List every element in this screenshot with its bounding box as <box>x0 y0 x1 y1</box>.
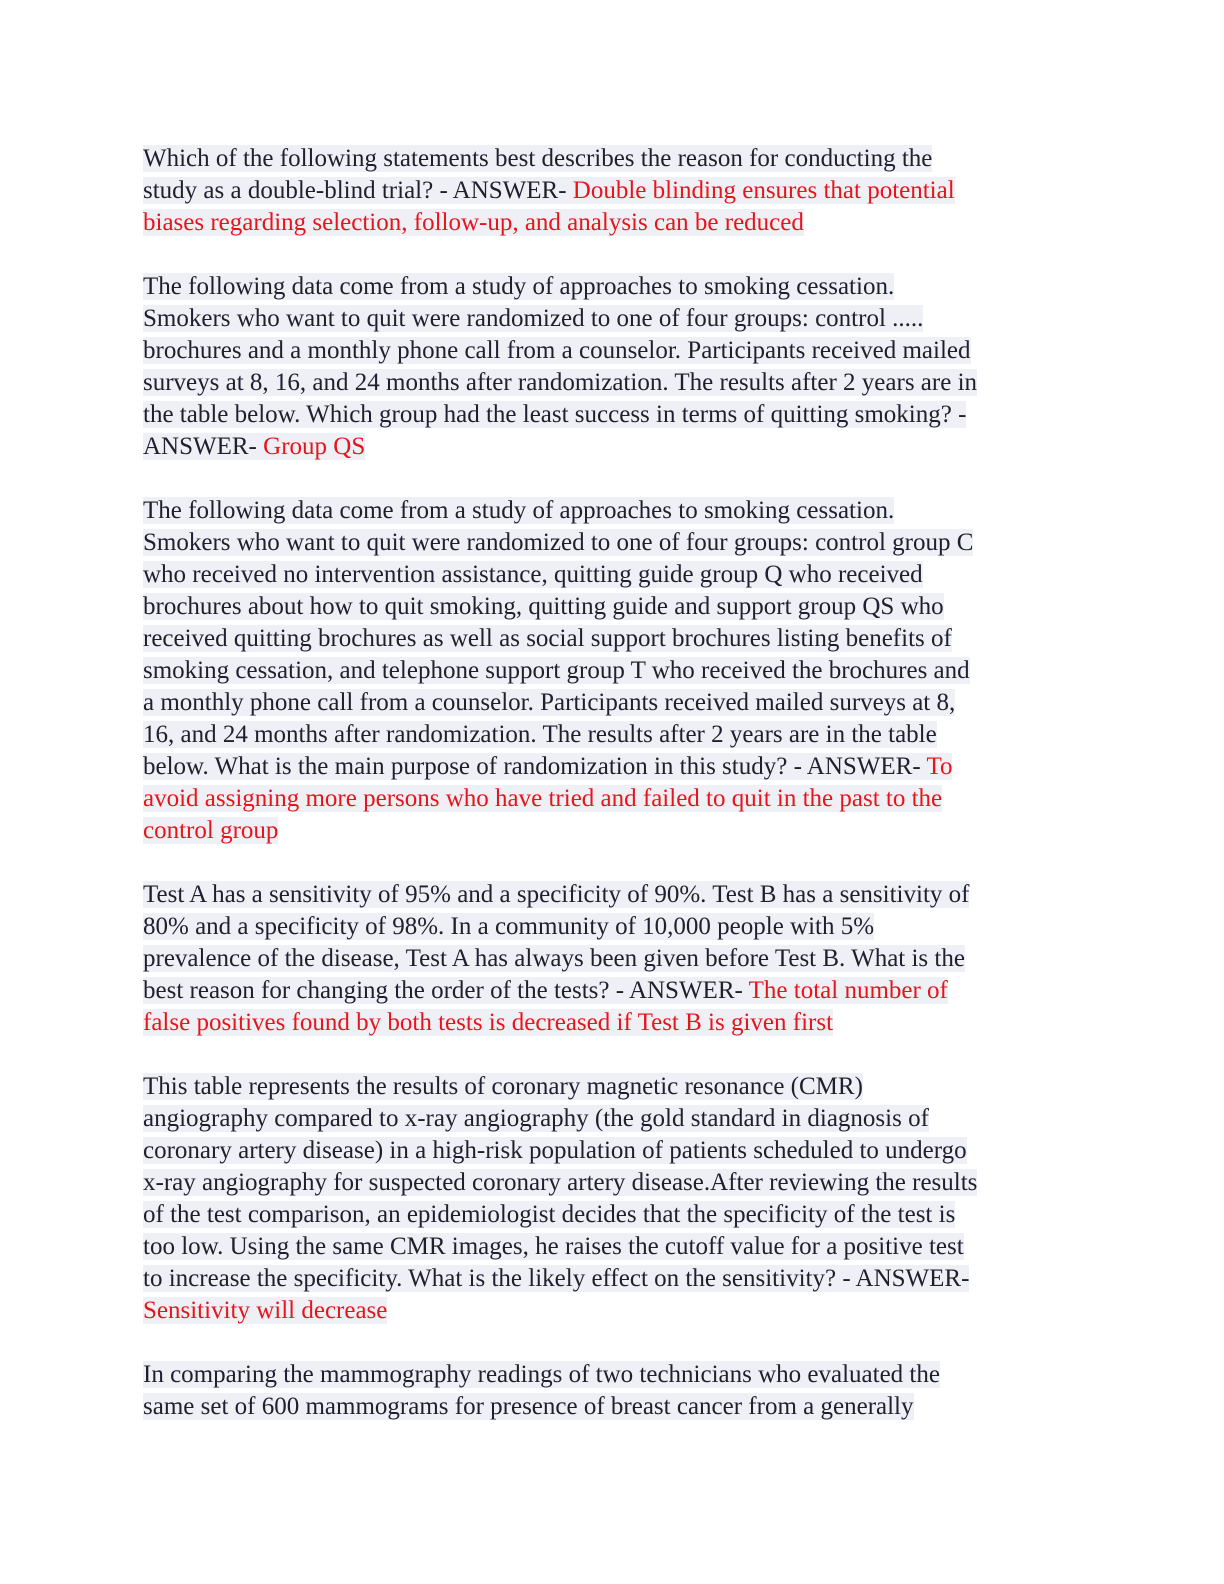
question-text: Smokers who want to quit were randomized to one of four groups: control group C <box>143 529 974 556</box>
question-text: to increase the specificity. What is the likely effect on the sensitivity? - ANSWER- <box>143 1265 970 1292</box>
question-text: x-ray angiography for suspected coronary artery disease.After reviewing the results <box>143 1169 978 1196</box>
question-text: a monthly phone call from a counselor. Participants received mailed surveys at 8, <box>143 689 956 716</box>
answer-text: To <box>926 753 953 780</box>
question-text: In comparing the mammography readings of two technicians who evaluated the <box>143 1361 940 1388</box>
qa-item <box>143 1071 1073 1327</box>
qa-item <box>143 271 1073 463</box>
qa-item <box>143 143 1073 239</box>
question-text: This table represents the results of coronary magnetic resonance (CMR) <box>143 1073 863 1100</box>
text-line <box>143 783 1073 815</box>
text-line <box>143 143 1073 175</box>
question-text: coronary artery disease) in a high-risk population of patients scheduled to undergo <box>143 1137 967 1164</box>
question-text: brochures about how to quit smoking, quitting guide and support group QS who <box>143 593 944 620</box>
answer-text: avoid assigning more persons who have tried and failed to quit in the past to the <box>143 785 943 812</box>
text-line <box>143 815 1073 847</box>
question-text: Test A has a sensitivity of 95% and a specificity of 90%. Test B has a sensitivity of <box>143 881 970 908</box>
question-text: the table below. Which group had the least success in terms of quitting smoking? - <box>143 401 967 428</box>
text-line <box>143 687 1073 719</box>
question-text: prevalence of the disease, Test A has always been given before Test B. What is the <box>143 945 965 972</box>
text-line <box>143 1167 1073 1199</box>
question-text: Which of the following statements best describes the reason for conducting the <box>143 145 933 172</box>
text-line <box>143 943 1073 975</box>
text-line <box>143 879 1073 911</box>
question-text: study as a double-blind trial? - ANSWER- <box>143 177 573 204</box>
question-text: same set of 600 mammograms for presence of breast cancer from a generally <box>143 1393 914 1420</box>
text-line <box>143 367 1073 399</box>
text-line <box>143 175 1073 207</box>
question-text: surveys at 8, 16, and 24 months after randomization. The results after 2 years are in <box>143 369 978 396</box>
qa-item <box>143 879 1073 1039</box>
text-line <box>143 751 1073 783</box>
text-line <box>143 335 1073 367</box>
answer-text: Sensitivity will decrease <box>143 1297 388 1324</box>
text-line <box>143 303 1073 335</box>
text-line <box>143 591 1073 623</box>
text-line <box>143 1231 1073 1263</box>
text-line <box>143 271 1073 303</box>
text-line <box>143 1359 1073 1391</box>
text-line <box>143 527 1073 559</box>
answer-text: The total number of <box>748 977 948 1004</box>
text-line <box>143 911 1073 943</box>
text-line <box>143 975 1073 1007</box>
answer-text: biases regarding selection, follow-up, and analysis can be reduced <box>143 209 804 236</box>
question-text: The following data come from a study of approaches to smoking cessation. <box>143 273 895 300</box>
qa-item <box>143 1359 1073 1423</box>
question-text: angiography compared to x-ray angiography (the gold standard in diagnosis of <box>143 1105 929 1132</box>
answer-text: Group QS <box>263 433 366 460</box>
question-text: of the test comparison, an epidemiologist decides that the specificity of the test is <box>143 1201 956 1228</box>
question-text: below. What is the main purpose of randomization in this study? - ANSWER- <box>143 753 927 780</box>
text-line <box>143 1199 1073 1231</box>
question-text: best reason for changing the order of the tests? - ANSWER- <box>143 977 749 1004</box>
question-text: who received no intervention assistance, quitting guide group Q who received <box>143 561 923 588</box>
text-line <box>143 1391 1073 1423</box>
question-text: too low. Using the same CMR images, he raises the cutoff value for a positive test <box>143 1233 964 1260</box>
text-line <box>143 1263 1073 1295</box>
answer-text: false positives found by both tests is decreased if Test B is given first <box>143 1009 834 1036</box>
text-line <box>143 719 1073 751</box>
text-line <box>143 431 1073 463</box>
question-text: received quitting brochures as well as social support brochures listing benefits of <box>143 625 952 652</box>
question-text: ANSWER- <box>143 433 264 460</box>
text-line <box>143 623 1073 655</box>
answer-text: Double blinding ensures that potential <box>572 177 955 204</box>
text-line <box>143 1007 1073 1039</box>
text-line <box>143 655 1073 687</box>
question-text: 80% and a specificity of 98%. In a community of 10,000 people with 5% <box>143 913 875 940</box>
question-text: smoking cessation, and telephone support group T who received the brochures and <box>143 657 970 684</box>
document-body <box>143 143 1073 1455</box>
question-text: The following data come from a study of approaches to smoking cessation. <box>143 497 895 524</box>
text-line <box>143 1103 1073 1135</box>
text-line <box>143 495 1073 527</box>
text-line <box>143 559 1073 591</box>
text-line <box>143 1135 1073 1167</box>
text-line <box>143 399 1073 431</box>
text-line <box>143 1295 1073 1327</box>
question-text: Smokers who want to quit were randomized to one of four groups: control ..... <box>143 305 924 332</box>
text-line <box>143 1071 1073 1103</box>
question-text: brochures and a monthly phone call from a counselor. Participants received mailed <box>143 337 971 364</box>
answer-text: control group <box>143 817 279 844</box>
text-line <box>143 207 1073 239</box>
qa-item <box>143 495 1073 847</box>
question-text: 16, and 24 months after randomization. The results after 2 years are in the table <box>143 721 937 748</box>
